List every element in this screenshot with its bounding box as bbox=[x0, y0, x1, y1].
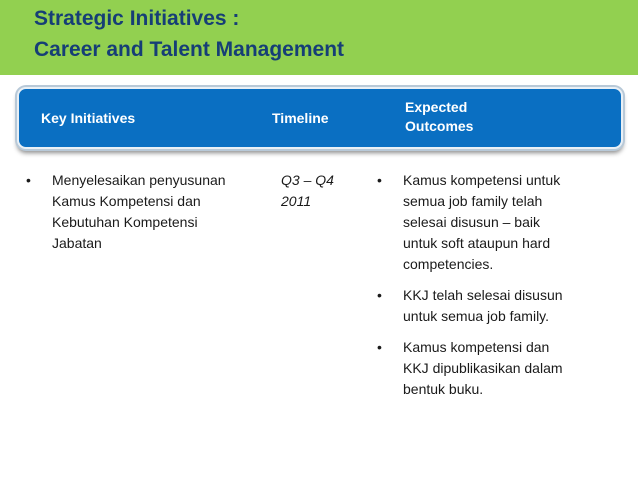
table-header-bar bbox=[17, 87, 623, 149]
outcome-item bbox=[377, 285, 577, 327]
outcome-item bbox=[377, 337, 577, 400]
initiatives-column bbox=[26, 170, 236, 264]
initiative-text: Menyelesaikan penyusunan Kamus Kompetensi dan Kebutuhan Kompetensi Jabatan bbox=[52, 172, 226, 251]
header-key-initiatives: Key Initiatives bbox=[41, 110, 136, 126]
slide-title-line-2: Career and Talent Management bbox=[34, 38, 345, 61]
title-band bbox=[0, 0, 638, 75]
outcome-item bbox=[377, 170, 577, 275]
header-expected-outcomes: Expected Outcomes bbox=[405, 99, 474, 134]
bullet-icon: • bbox=[377, 339, 382, 355]
timeline-column: Q3 – Q4 2011 bbox=[281, 172, 334, 209]
header-timeline: Timeline bbox=[272, 110, 329, 126]
outcome-text: Kamus kompetensi untuk semua job family telah selesai disusun – baik untuk soft ataupun hard competencies. bbox=[403, 172, 561, 272]
outcomes-column bbox=[377, 170, 577, 410]
initiative-item bbox=[26, 170, 236, 254]
bullet-icon: • bbox=[377, 287, 382, 303]
bullet-icon: • bbox=[377, 172, 382, 188]
outcome-text: KKJ telah selesai disusun untuk semua job family. bbox=[403, 287, 563, 324]
bullet-icon: • bbox=[26, 172, 31, 188]
slide-title-line-1: Strategic Initiatives : bbox=[34, 7, 240, 30]
outcome-text: Kamus kompetensi dan KKJ dipublikasikan dalam bentuk buku. bbox=[403, 339, 563, 397]
